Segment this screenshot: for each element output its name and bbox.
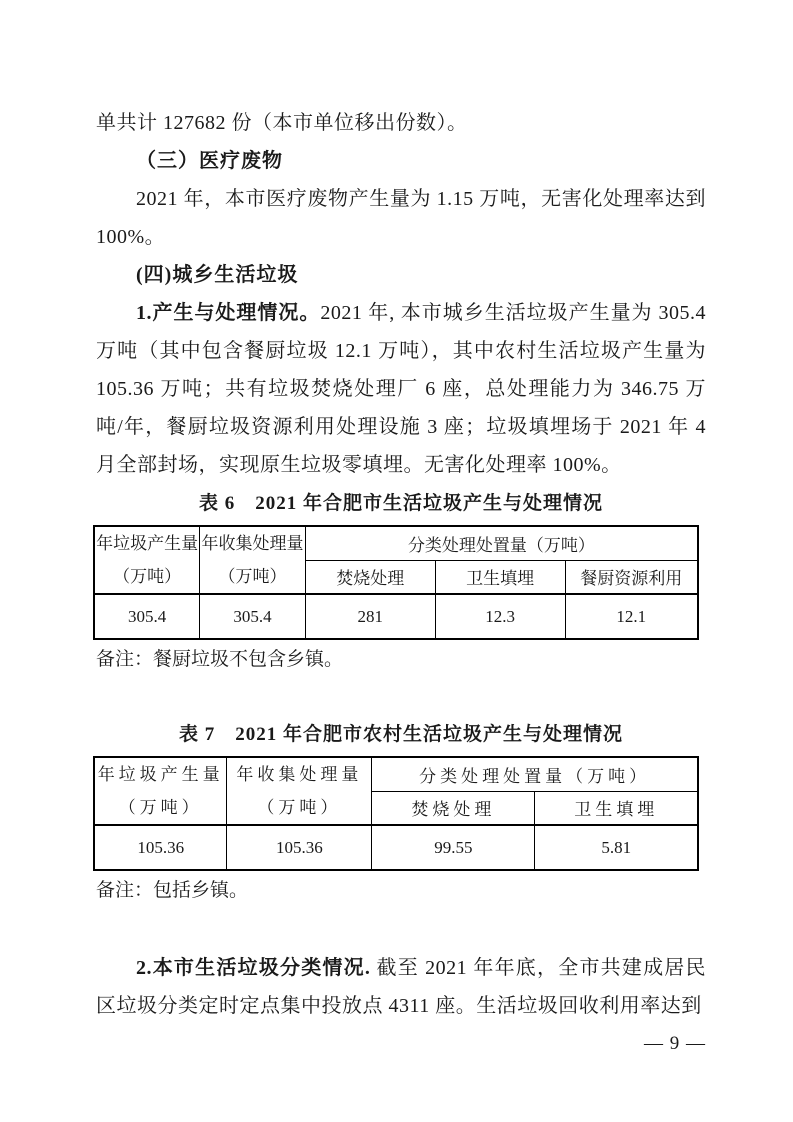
paragraph-waste-sorting-text: 截至 2021 年年底，全市共建成居民区垃圾分类定时定点集中投放点 4311 座。生活垃圾回收利用率达到: [96, 957, 707, 1017]
table-6-note: 备注：餐厨垃圾不包含乡镇。: [96, 649, 344, 670]
table-7-header-disposal-group: 分类处理处置量（万吨）: [372, 757, 698, 791]
table-6-header-disposal-group: 分类处理处置量（万吨）: [305, 526, 698, 560]
table-7-note: 备注：包括乡镇。: [96, 880, 249, 901]
table-6-subheader-sanitary-landfill: 卫生填埋: [435, 560, 565, 594]
table-6-value-row: [94, 594, 698, 639]
table-7-header-annual-production-line2: （万吨）: [118, 798, 203, 817]
table-7-header-annual-collected: [227, 757, 372, 825]
table-6-header-row-1: [94, 526, 698, 560]
table-6-value-collected: 305.4: [200, 594, 306, 639]
paragraph-continuation: 单共计 127682 份（本市单位移出份数）。: [96, 112, 468, 134]
table-7-value-row: [94, 825, 698, 870]
table-7-value-landfill: 5.81: [535, 825, 698, 870]
table-6-header-annual-collected: [200, 526, 306, 594]
table-6-header-annual-production-line1: 年垃圾产生量: [96, 534, 199, 553]
table-7-subheader-sanitary-landfill: 卫生填埋: [535, 791, 698, 825]
table-7-value-incineration: 99.55: [372, 825, 535, 870]
table-6-value-production: 305.4: [94, 594, 200, 639]
table-6-header-annual-production-line2: （万吨）: [113, 567, 182, 586]
table-7-value-collected: 105.36: [227, 825, 372, 870]
table-6-header-annual-collected-line2: （万吨）: [218, 567, 287, 586]
table-7-header-annual-collected-line2: （万吨）: [257, 798, 342, 817]
section-heading-medical-waste: （三）医疗废物: [136, 150, 283, 172]
table-6-header-annual-production: [94, 526, 200, 594]
table-6-title: 表 6 2021 年合肥市生活垃圾产生与处理情况: [198, 493, 603, 514]
table-7-header-annual-production: [94, 757, 227, 825]
paragraph-waste-production-text: 2021 年, 本市城乡生活垃圾产生量为 305.4 万吨（其中包含餐厨垃圾 12.1 万吨），其中农村生活垃圾产生量为 105.36 万吨；共有垃圾焚烧处理厂 6 座，总处理能力为 346.75 万吨/年，餐厨垃圾资源利用处理设施 3 座；垃圾填埋场于 2021 年 4 月全部封场，实现原生垃圾零填埋。无害化处理率 100%。: [96, 302, 707, 476]
document-content: [96, 104, 706, 1061]
paragraph-waste-production: [96, 294, 706, 484]
paragraph-medical-waste: 2021 年，本市医疗废物产生量为 1.15 万吨，无害化处理率达到 100%。: [96, 188, 706, 248]
table-7-value-production: 105.36: [94, 825, 227, 870]
table-7-header-annual-production-line1: 年垃圾产生量: [97, 765, 224, 784]
table-6-header-annual-collected-line1: 年收集处理量: [201, 534, 304, 553]
run-in-heading-sorting: 2.本市生活垃圾分类情况.: [136, 957, 371, 979]
table-6-value-kitchen: 12.1: [565, 594, 698, 639]
table-6-subheader-kitchen-resource: 餐厨资源利用: [565, 560, 698, 594]
table-6-value-landfill: 12.3: [435, 594, 565, 639]
paragraph-waste-sorting: [96, 949, 706, 1025]
table-6-subheader-incineration: 焚烧处理: [305, 560, 435, 594]
table-7-header-annual-collected-line1: 年收集处理量: [236, 765, 363, 784]
table-7: [93, 756, 699, 871]
table-7-subheader-incineration: 焚烧处理: [372, 791, 535, 825]
run-in-heading-production: 1.产生与处理情况。: [136, 302, 321, 324]
table-6-value-incineration: 281: [305, 594, 435, 639]
page-number: — 9 —: [644, 1033, 706, 1054]
table-7-title: 表 7 2021 年合肥市农村生活垃圾产生与处理情况: [178, 724, 623, 745]
table-6: [93, 525, 699, 640]
table-7-header-row-1: [94, 757, 698, 791]
section-heading-household-waste: (四)城乡生活垃圾: [136, 264, 299, 286]
